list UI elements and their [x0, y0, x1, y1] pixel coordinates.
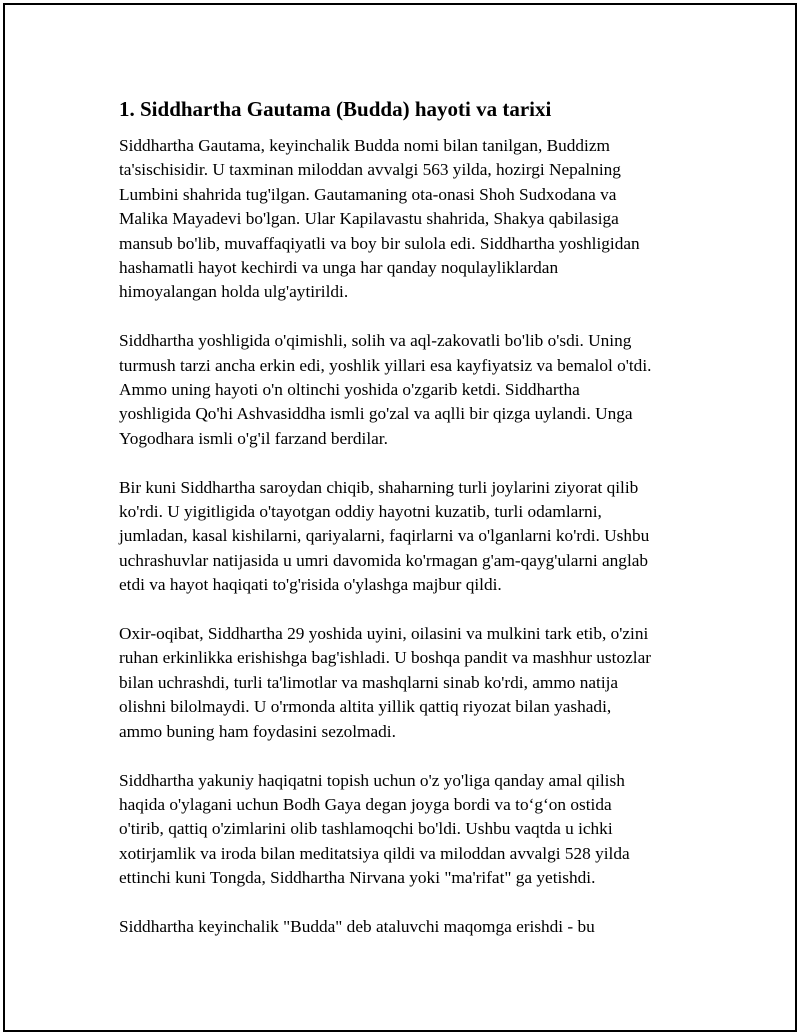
section-heading: 1. Siddhartha Gautama (Budda) hayoti va tarixi — [119, 97, 552, 121]
page-frame — [3, 3, 797, 1032]
paragraph-5: Siddhartha yakuniy haqiqatni topish uchun o'z yo'liga qanday amal qilish haqida o'ylagani uchun Bodh Gaya degan joyga bordi va to‘g‘on ostida o'tirib, qattiq o'zimlarini olib tashlamoqchi bo'ldi. Ushbu vaqtda u ichki xotirjamlik va iroda bilan meditatsiya qildi va miloddan avvalgi 528 yilda ettinchi kuni Tongda, Siddhartha Nirvana yoki "ma'rifat" ga yetishdi. — [119, 770, 630, 888]
paragraph-4: Oxir-oqibat, Siddhartha 29 yoshida uyini, oilasini va mulkini tark etib, o'zini ruhan erkinlikka erishishga bag'ishladi. U boshqa pandit va mashhur ustozlar bilan uchrashdi, turli ta'limotlar va mashqlarni sinab ko'rdi, ammo natija olishni bilolmaydi. U o'rmonda altita yillik qattiq riyozat bilan yashadi, ammo buning ham foydasini sezolmadi. — [119, 624, 651, 741]
paragraph-6: Siddhartha keyinchalik "Budda" deb ataluvchi maqomga erishdi - bu — [119, 916, 595, 936]
document-body — [119, 95, 699, 964]
paragraph-1: Siddhartha Gautama, keyinchalik Budda nomi bilan tanilgan, Buddizm ta'sischisidir. U taxminan miloddan avvalgi 563 yilda, hozirgi Nepalning Lumbini shahrida tug'ilgan. Gautamaning ota-onasi Shoh Sudxodana va Malika Mayadevi bo'lgan. Ular Kapilavastu shahrida, Shakya qabilasiga mansub bo'lib, muvaffaqiyatli va boy bir sulola edi. Siddhartha yoshligidan hashamatli hayot kechirdi va unga har qanday noqulayliklardan himoyalangan holda ulg'aytirildi. — [119, 136, 640, 302]
paragraph-3: Bir kuni Siddhartha saroydan chiqib, shaharning turli joylarini ziyorat qilib ko'rdi. U yigitligida o'tayotgan oddiy hayotni kuzatib, turli odamlarni, jumladan, kasal kishilarni, qariyalarni, faqirlarni va o'lganlarni ko'rdi. Ushbu uchrashuvlar natijasida u umri davomida ko'rmagan g'am-qayg'ularni anglab etdi va hayot haqiqati to'g'risida o'ylashga majbur qildi. — [119, 477, 650, 595]
paragraph-2: Siddhartha yoshligida o'qimishli, solih va aql-zakovatli bo'lib o'sdi. Uning turmush tarzi ancha erkin edi, yoshlik yillari esa kayfiyatsiz va bemalol o'tdi. Ammo uning hayoti o'n oltinchi yoshida o'zgarib ketdi. Siddhartha yoshligida Qo'hi Ashvasiddha ismli go'zal va aqlli bir qizga uylandi. Unga Yogodhara ismli o'g'il farzand berdilar. — [119, 331, 652, 448]
